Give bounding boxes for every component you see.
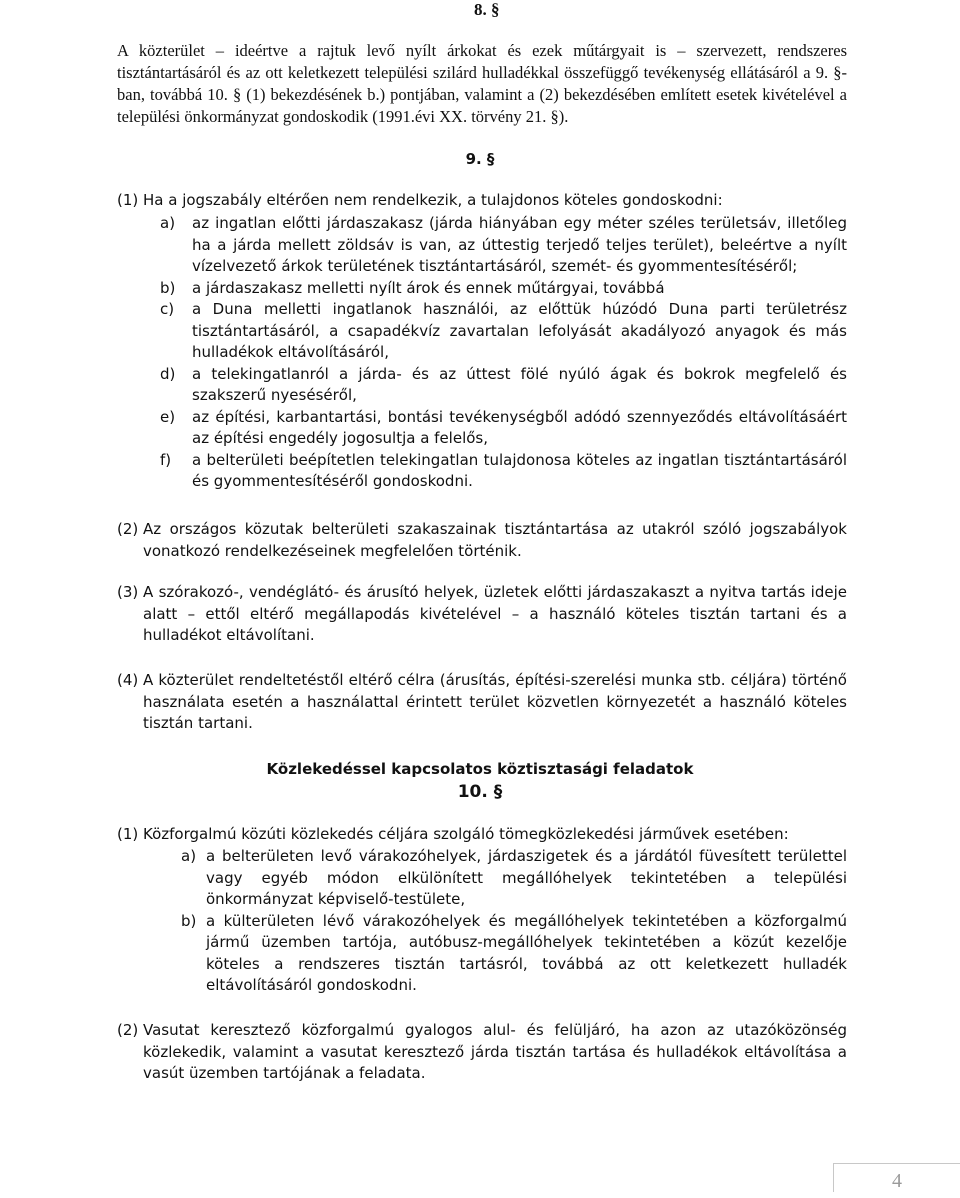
section-heading-8: 8. § xyxy=(474,0,500,19)
list-item-label: d) xyxy=(160,364,176,383)
list-item-label: b) xyxy=(160,278,176,297)
list-item-label: a) xyxy=(160,214,176,232)
s9-paragraph-4 xyxy=(117,670,847,735)
paragraph-text: Vasutat keresztező közforgalmú gyalogos alul- és felüljáró, ha azon az utazóközönség közlekedik, valamint a vasutat keresztező járda tisztán tartása és hulladékok eltávolítása a vasút üzemben tartójának a feladata. xyxy=(143,1021,847,1082)
s10-item-list xyxy=(181,846,847,997)
list-item-text: a telekingatlanról a járda- és az úttest fölé nyúló ágak és bokrok megfelelő és szakszerű nyeséséről, xyxy=(192,364,847,404)
page-number: 4 xyxy=(833,1163,960,1192)
list-item-label: a) xyxy=(181,847,197,865)
list-item-text: az ingatlan előtti járdaszakasz (járda hiányában egy méter széles területsáv, illetőleg ha a járda mellett zöldsáv is van, az úttestig terjedő teljes terület), beleértve a nyílt vízelvezető árkok területének tisztántartásáról, szemét- és gyommentesítéséről; xyxy=(192,214,847,275)
list-item xyxy=(160,278,847,300)
paragraph-label: (3) xyxy=(117,583,139,601)
list-item-label: f) xyxy=(160,450,172,469)
section-number-9: 9. § xyxy=(465,150,495,168)
list-item-text: a belterületen levő várakozóhelyek, járdaszigetek és a járdától füvesített területtel vagy egyéb módon elkülönített megállóhelyek tekintetében a települési önkormányzat képviselő-testülete, xyxy=(206,847,847,908)
paragraph-text: Ha a jogszabály eltérően nem rendelkezik, a tulajdonos köteles gondoskodni: xyxy=(143,191,723,209)
s9-paragraph-2 xyxy=(117,519,847,562)
paragraph-label: (1) xyxy=(117,191,139,209)
list-item-text: a belterületi beépítetlen telekingatlan tulajdonosa köteles az ingatlan tisztántartásáról és gyommentesítéséről gondoskodni. xyxy=(192,450,847,490)
section-number-10: 10. § xyxy=(457,782,503,802)
paragraph-text: Közforgalmú közúti közlekedés céljára szolgáló tömegközlekedési járművek esetében: xyxy=(143,825,789,843)
intro-paragraph: A közterület – ideértve a rajtuk levő nyílt árkokat és ezek műtárgyait is – szervezett, rendszeres tisztántartásáról és az ott keletkezett települési szilárd hulladékkal összefüggő tevékenység ellátásáról a 9. §-ban, továbbá 10. § (1) bekezdésének b.) pontjában, valamint a (2) bekezdésében említett esetek kivételével a települési önkormányzat gondoskodik (1991.évi XX. törvény 21. §). xyxy=(117,41,847,126)
list-item-label: e) xyxy=(160,407,176,426)
paragraph-label: (4) xyxy=(117,671,139,689)
list-item-text: az építési, karbantartási, bontási tevékenységből adódó szennyeződés eltávolításáért az építési engedély jogosultja a felelős, xyxy=(192,407,847,447)
paragraph-text: A közterület rendeltetéstől eltérő célra (árusítás, építési-szerelési munka stb. céljára) történő használata esetén a használattal érintett terület közvetlen környezetét a használó köteles tisztán tartani. xyxy=(143,671,847,732)
list-item xyxy=(160,407,847,450)
list-item xyxy=(160,213,847,278)
s10-paragraph-2 xyxy=(117,1020,847,1085)
list-item xyxy=(160,299,847,364)
paragraph-label: (2) xyxy=(117,520,139,538)
list-item xyxy=(181,911,847,997)
s9-paragraph-1 xyxy=(117,190,847,212)
list-item-label: c) xyxy=(160,300,175,318)
list-item-text: a külterületen lévő várakozóhelyek és megállóhelyek tekintetében a közforgalmú jármű üzemben tartója, autóbusz-megállóhelyek tekintetében a közút kezelője köteles a rendszeres tisztán tartásról, továbbá az ott keletkezett hulladék eltávolításáról gondoskodni. xyxy=(206,911,847,994)
list-item-text: a Duna melletti ingatlanok használói, az előttük húzódó Duna parti területrész tisztántartásáról, a csapadékvíz zavartalan lefolyását akadályozó anyagok és más hulladékok eltávolításáról, xyxy=(192,300,847,361)
s10-heading: Közlekedéssel kapcsolatos köztisztasági feladatok xyxy=(266,760,694,778)
paragraph-text: Az országos közutak belterületi szakaszainak tisztántartása az utakról szóló jogszabályok vonatkozó rendelkezéseinek megfelelően történik. xyxy=(143,520,847,560)
s10-paragraph-1 xyxy=(117,824,847,846)
list-item-label: b) xyxy=(181,911,197,930)
s9-item-list xyxy=(160,213,847,493)
list-item xyxy=(160,364,847,407)
list-item-text: a járdaszakasz melletti nyílt árok és ennek műtárgyai, továbbá xyxy=(192,278,665,297)
paragraph-text: A szórakozó-, vendéglátó- és árusító helyek, üzletek előtti járdaszakaszt a nyitva tartás ideje alatt – ettől eltérő megállapodás kivételével – a használó köteles tisztán tartani és a hulladékot eltávolítani. xyxy=(143,583,847,644)
paragraph-label: (2) xyxy=(117,1021,139,1039)
list-item xyxy=(160,450,847,493)
paragraph-label: (1) xyxy=(117,825,139,843)
list-item xyxy=(181,846,847,911)
s9-paragraph-3 xyxy=(117,582,847,647)
